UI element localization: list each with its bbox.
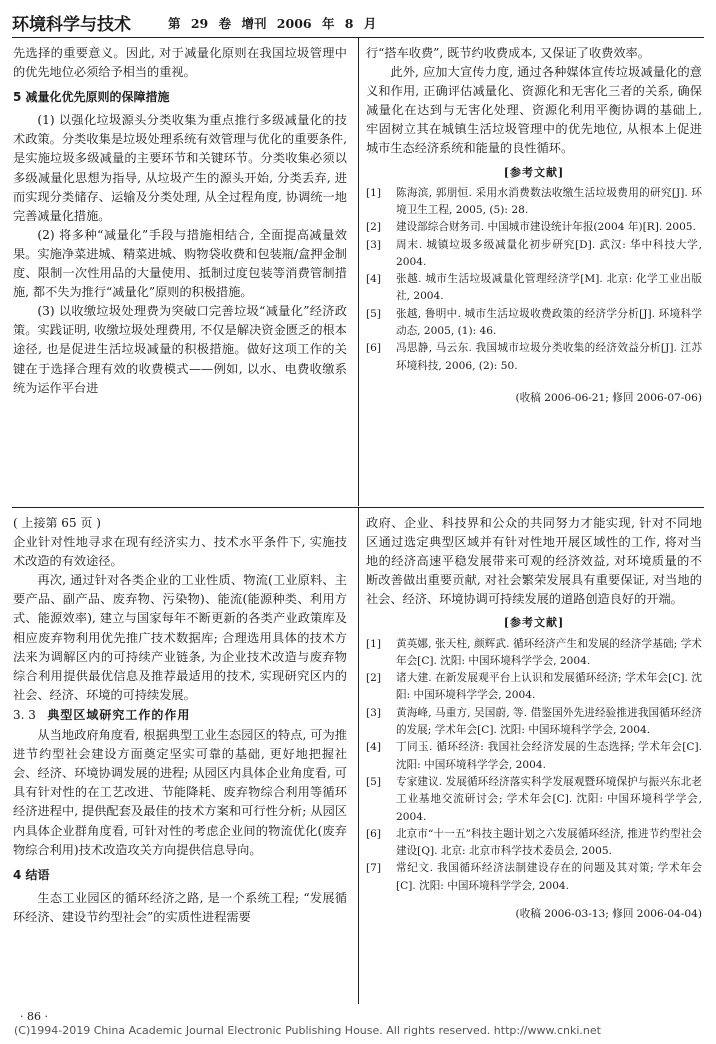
reference-item <box>366 219 702 236</box>
reference-number: [4] <box>366 741 382 754</box>
reference-item <box>366 237 702 272</box>
reference-text: 张越. 城市生活垃圾减量化管理经济学[M]. 北京: 化学工业出版社, 2004. <box>396 273 702 303</box>
reference-item <box>366 774 702 826</box>
paragraph: 此外, 应加大宣传力度, 通过各种媒体宣传垃圾减量化的意义和作用, 正确评估减量化、资源化和无害化三者的关系, 确保减量化在达到与无害化处理、资源化利用平衡协调的基础上, 牢固树立其在城镇生活垃圾管理中的优先地位, 从根本上促进城市生态经济系统和能量的良性循环。 <box>366 65 702 156</box>
subsection-title: 典型区域研究工作的作用 <box>47 707 191 722</box>
reference-text: 黄海峰, 马重方, 吴国蔚, 等. 借鉴国外先进经验推进我国循环经济的发展; 学术年会[C]. 沈阳: 中国环境科学学会, 2004. <box>396 706 702 737</box>
reference-text: 北京市“十一五”科技主题计划之六发展循环经济, 推进节约型社会建设[Q]. 北京: 北京市科学技术委员会, 2005. <box>396 827 702 858</box>
received-date: (收稿 2006-03-13; 修回 2006-04-04) <box>515 908 702 921</box>
reference-number: [6] <box>366 342 382 355</box>
paragraph: 行“搭车收费”, 既节约收费成本, 又保证了收费效率。 <box>366 46 650 60</box>
reference-number: [2] <box>366 672 382 685</box>
reference-text: 冯思静, 马云东. 我国城市垃圾分类收集的经济效益分析[J]. 江苏环境科技, 2006, (2): 50. <box>396 342 702 372</box>
references-heading: [参考文献] <box>503 616 565 630</box>
reference-text: 丁同玉. 循环经济: 我国社会经济发展的生态选择; 学术年会[C]. 沈阳: 中国环境科学学会, 2004. <box>396 741 702 771</box>
paragraph: 生态工业园区的循环经济之路, 是一个系统工程; “发展循环经济、建设节约型社会”的实质性进程需要 <box>13 890 347 924</box>
reference-item <box>366 860 702 895</box>
paragraph: (2) 将多种“减量化”手段与措施相结合, 全面提高减量效果。实施净菜进城、精菜进城、购物袋收费和包装瓶/盒押金制度、限制一次性用品的大量使用、抵制过度包装等消费管制措施, 都不失为推行“减量化”原则的积极措施。 <box>13 227 347 300</box>
subsection-3-3-heading <box>13 706 347 725</box>
reference-number: [5] <box>366 775 382 788</box>
reference-number: [5] <box>366 307 382 320</box>
reference-text: 张越, 鲁明中. 城市生活垃圾收费政策的经济学分析[J]. 环境科学动态, 2005, (1): 46. <box>396 307 702 338</box>
section-5-heading: 5 减量化优先原则的保障措施 <box>13 90 170 105</box>
reference-number: [1] <box>366 637 382 650</box>
reference-item <box>366 306 702 341</box>
lower-right-column <box>366 514 702 924</box>
page-number: · 86 · <box>20 1010 48 1023</box>
received-date: (收稿 2006-06-21; 修回 2006-07-06) <box>515 391 702 404</box>
reference-text: 周末. 城镇垃圾多级减量化初步研究[D]. 武汉: 华中科技大学, 2004. <box>396 238 702 268</box>
reference-item <box>366 826 702 861</box>
column-divider-lower <box>358 508 359 1004</box>
upper-right-column <box>366 44 702 408</box>
section-4-heading: 4 结语 <box>13 867 50 882</box>
reference-text: 陈海滨, 郭朋恒. 采用水消费数法收缴生活垃圾费用的研究[J]. 环境卫生工程, 2005, (5): 28. <box>396 186 702 216</box>
running-header <box>12 6 704 36</box>
reference-item <box>366 340 702 375</box>
reference-text: 专家建议. 发展循环经济落实科学发展观暨环境保护与振兴东北老工业基地交流研讨会; 学术年会[C]. 沈阳: 中国环境科学学会, 2004. <box>396 775 702 823</box>
paragraph: 企业针对性地寻求在现有经济实力、技术水平条件下, 实施技术改造的有效途径。 <box>13 535 347 569</box>
reference-number: [4] <box>366 273 382 286</box>
journal-title: 环境科学与技术 <box>12 15 131 35</box>
reference-list <box>366 185 702 375</box>
continued-note: ( 上接第 65 页 ) <box>13 516 101 530</box>
paragraph: (1) 以强化垃圾源头分类收集为重点推行多级减量化的技术政策。分类收集是垃圾处理系统有效管理与优化的重要条件, 是实施垃圾多级减量的主要环节和关键环节。分类收集必须以多级减量化思想为指导, 从垃圾产生的源头开始, 分类丢弃, 进而实现分类储存、运输及分类处理, 从全过程角度, 协调统一地完善减量化措施。 <box>13 113 347 223</box>
reference-text: 常纪文. 我国循环经济法制建设存在的问题及其对策; 学术年会[C]. 沈阳: 中国环境科学学会, 2004. <box>396 862 702 892</box>
reference-item <box>366 705 702 740</box>
paragraph: 再次, 通过针对各类企业的工业性质、物流(工业原料、主要产品、副产品、废弃物、污染物)、能流(能源种类、利用方式、能源效率), 建立与国家每年不断更新的各类产业政策库及相应废弃物利用优先推广技术数据库; 合理选用具体的技术方法来为调解区内的可持续产业链条, 为企业技术改造与废弃物综合利用提供最优信息及推荐最适用的技术, 实现研究区内的社会、经济、环境的可持续发展。 <box>13 573 347 702</box>
reference-number: [7] <box>366 862 382 875</box>
copyright-footer: (C)1994-2019 China Academic Journal Electronic Publishing House. All rights reserved. http://www.cnki.net <box>14 1024 601 1037</box>
reference-number: [2] <box>366 221 382 234</box>
subsection-number: 3. 3 <box>13 707 36 722</box>
paragraph: 先选择的重要意义。因此, 对于减量化原则在我国垃圾管理中的优先地位必须给予相当的重视。 <box>13 46 347 80</box>
lower-left-column <box>13 514 347 927</box>
reference-item <box>366 739 702 774</box>
paragraph: 政府、企业、科技界和公众的共同努力才能实现, 针对不同地区通过选定典型区域并有针对性地开展区域性的工作, 将对当地的经济高速平稳发展带来可观的经济效益, 对环境质量的不断改善做出重要贡献, 对社会繁荣发展具有重要保证, 对当地的社会、经济、环境协调可持续发展的道路创造良好的开端。 <box>366 516 702 607</box>
reference-text: 诸大建. 在新发展观平台上认识和发展循环经济; 学术年会[C]. 沈阳: 中国环境科学学会, 2004. <box>396 672 702 702</box>
reference-item <box>366 636 702 671</box>
paragraph: 从当地政府角度看, 根据典型工业生态园区的特点, 可为推进节约型社会建设方面奠定坚实可靠的基础, 更好地把握社会、经济、环境协调发展的进程; 从园区内具体企业角度看, 可具有针对性的在工艺改进、节能降耗、废弃物综合利用等循环经济进程中, 提供配套及最佳的技术方案和可行性分析; 从园区内具体企业群角度看, 可针对性的考虑企业间的物流优化(废弃物综合利用)技术改造攻关方向提供信息导向。 <box>13 728 347 857</box>
upper-left-column <box>13 44 347 398</box>
column-divider-upper <box>358 38 359 506</box>
reference-item <box>366 271 702 306</box>
issue-info: 第 29 卷 增刊 2006 年 8 月 <box>168 16 377 31</box>
reference-item <box>366 185 702 220</box>
reference-number: [3] <box>366 706 382 719</box>
references-heading: [参考文献] <box>503 165 565 179</box>
reference-number: [6] <box>366 827 382 840</box>
reference-text: 黄英娜, 张天柱, 颜辉武. 循环经济产生和发展的经济学基础; 学术年会[C]. 沈阳: 中国环境科学学会, 2004. <box>396 637 702 667</box>
reference-item <box>366 670 702 705</box>
reference-text: 建设部综合财务司. 中国城市建设统计年报(2004 年)[R]. 2005. <box>396 221 696 234</box>
reference-number: [1] <box>366 186 382 199</box>
paragraph: (3) 以收缴垃圾处理费为突破口完善垃圾“减量化”经济政策。实践证明, 收缴垃圾处理费用, 不仅是解决资金匮乏的根本途径, 也是促进生活垃圾减量的积极措施。做好这项工作的关键在于选择合理有效的收费模式——例如, 以水、电费收缴系统为运作平台进 <box>13 304 347 395</box>
reference-list <box>366 636 702 895</box>
reference-number: [3] <box>366 238 382 251</box>
